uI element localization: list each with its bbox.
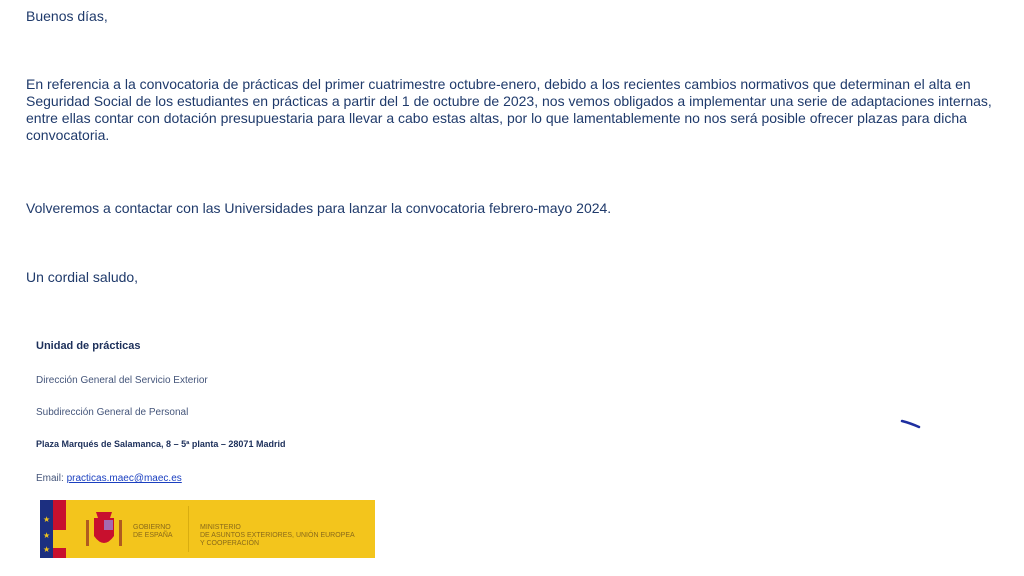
body-paragraph: Volveremos a contactar con las Universidades para lanzar la convocatoria febrero-mayo 2024.	[26, 200, 612, 216]
government-logo	[40, 500, 375, 558]
body-paragraph: En referencia a la convocatoria de prácticas del primer cuatrimestre octubre-enero, debido a los recientes cambios normativos que determinan el alta en Seguridad Social de los estudiantes en prácticas a partir del 1 de octubre de 2023, nos vemos obligados a implementar una serie de adaptaciones internas, entre ellas contar con dotación presupuestaria para llevar a cabo estas altas, por lo que lamentablemente no nos será posible ofrecer plazas para dicha convocatoria.	[26, 76, 992, 143]
signature-line: Subdirección General de Personal	[36, 407, 189, 418]
svg-text:★: ★	[43, 545, 51, 554]
email-link[interactable]: practicas.maec@maec.es	[66, 473, 182, 484]
signature-email-row	[36, 473, 182, 484]
signature-address: Plaza Marqués de Salamanca, 8 – 5ª planta – 28071 Madrid	[36, 439, 286, 449]
signature-line: Dirección General del Servicio Exterior	[36, 375, 208, 386]
greeting: Buenos días,	[26, 8, 108, 24]
svg-text:★: ★	[43, 515, 51, 524]
signature-unit: Unidad de prácticas	[36, 340, 141, 352]
coat-of-arms-icon	[82, 508, 126, 552]
gobierno-text: GOBIERNO DE ESPAÑA	[133, 524, 173, 539]
svg-text:★: ★	[43, 531, 51, 540]
closing: Un cordial saludo,	[26, 269, 139, 285]
eu-spain-flag-icon	[40, 500, 66, 558]
ministerio-text: MINISTERIO DE ASUNTOS EXTERIORES, UNIÓN EUROPEA Y COOPERACIÓN	[200, 524, 355, 547]
logo-divider	[188, 506, 189, 552]
email-label: Email:	[36, 473, 64, 484]
pen-mark	[900, 418, 922, 430]
